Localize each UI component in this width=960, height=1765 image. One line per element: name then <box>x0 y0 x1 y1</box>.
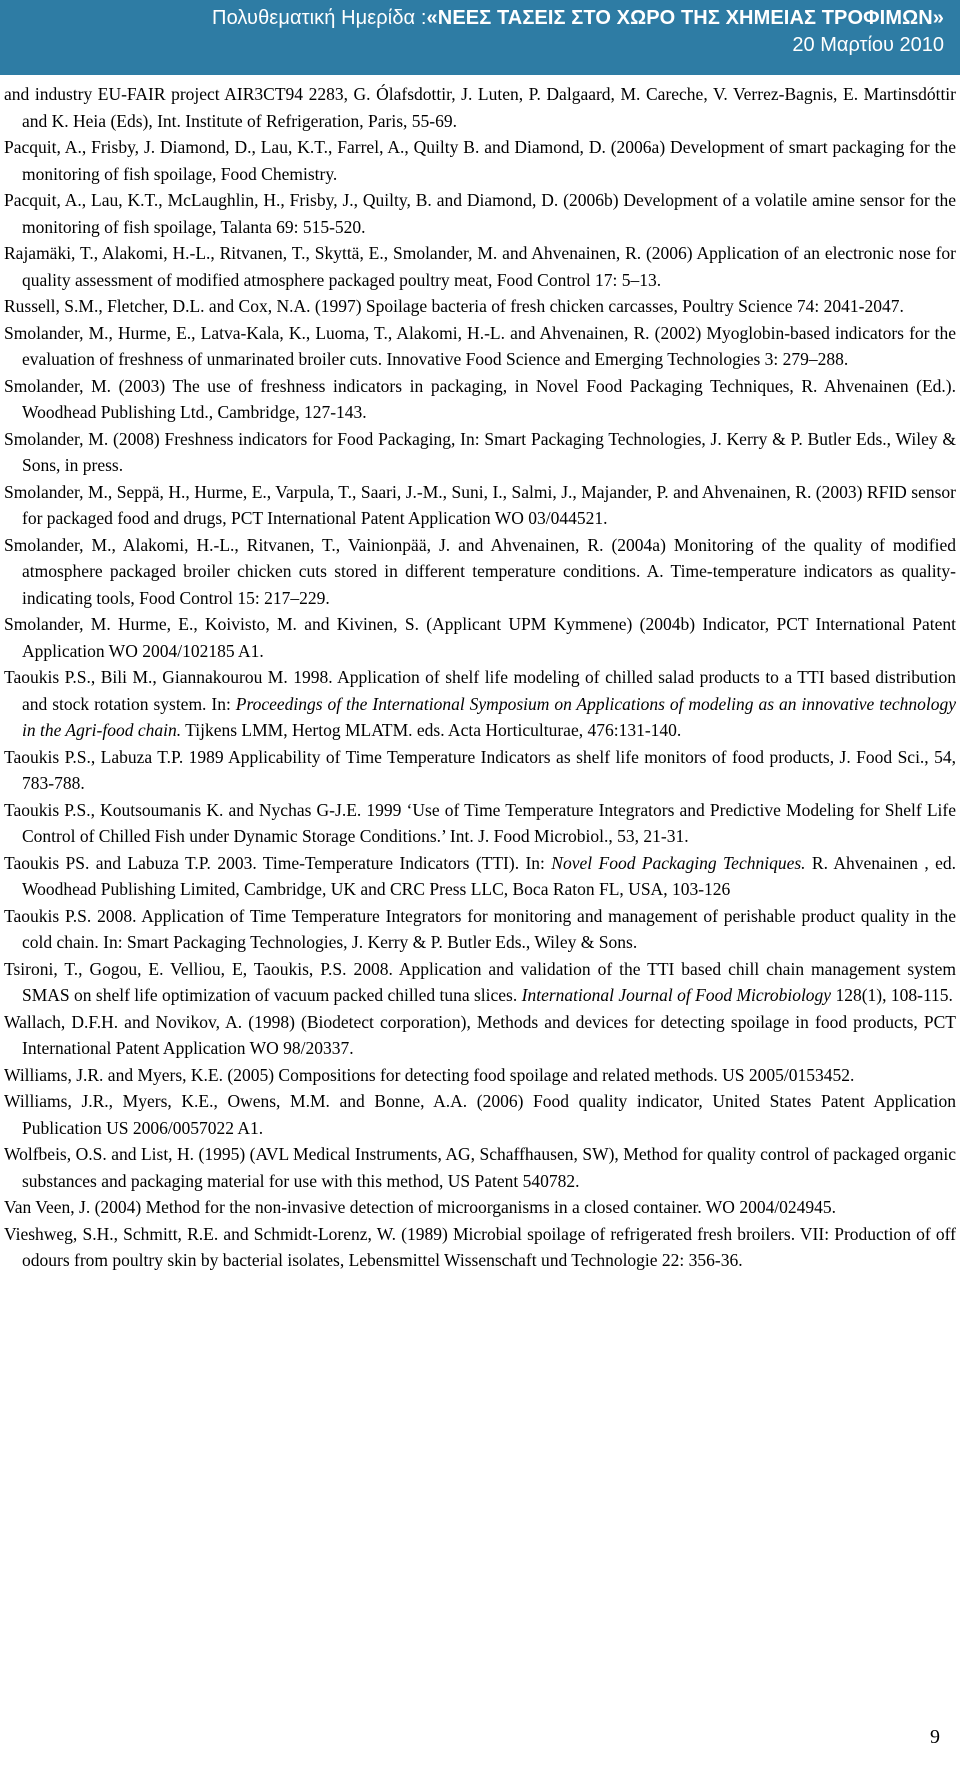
reference-entry: Smolander, M., Seppä, H., Hurme, E., Varpula, T., Saari, J.-M., Suni, I., Salmi, J., Majander, P. and Ahvenainen, R. (2003) RFID sensor for packaged food and drugs, PCT International Patent Application WO 03/044521. <box>4 481 956 528</box>
reference-text: 128(1), 108-115. <box>831 985 953 1005</box>
reference-italic-title: International Journal of Food Microbiology <box>521 985 832 1005</box>
page-number: 9 <box>930 1726 940 1748</box>
reference-entry: Smolander, M. (2008) Freshness indicators for Food Packaging, In: Smart Packaging Technologies, J. Kerry & P. Butler Eds., Wiley & Sons, in press. <box>4 428 956 475</box>
reference-entry: Russell, S.M., Fletcher, D.L. and Cox, N.A. (1997) Spoilage bacteria of fresh chicken carcasses, Poultry Science 74: 2041-2047. <box>4 296 904 316</box>
reference-entry: Williams, J.R., Myers, K.E., Owens, M.M. and Bonne, A.A. (2006) Food quality indicator, United States Patent Application Publication US 2006/0057022 A1. <box>4 1091 956 1138</box>
reference-text: R. Ahvenainen , ed. Woodhead Publishing Limited, Cambridge, UK and CRC Press LLC, Boca Raton FL, USA, 103-126 <box>22 852 957 899</box>
reference-text: Taoukis PS. and Labuza T.P. 2003. Time-Temperature Indicators (TTI). In: <box>4 852 552 873</box>
reference-entry: Taoukis P.S., Labuza T.P. 1989 Applicability of Time Temperature Indicators as shelf life monitors of food products, J. Food Sci., 54, 783-788. <box>4 746 956 793</box>
reference-entry <box>4 850 956 903</box>
reference-text: Taoukis P.S., Bili M., Giannakourou M. 1998. Application of shelf life modeling of chilled salad products to a TTI based distribution and stock rotation system. In: <box>4 667 956 714</box>
reference-italic-title: Novel Food Packaging Techniques. <box>551 852 806 873</box>
reference-entry <box>4 664 956 744</box>
conference-title <box>212 7 944 30</box>
reference-entry: Rajamäki, T., Alakomi, H.-L., Ritvanen, T., Skyttä, E., Smolander, M. and Ahvenainen, R. (2006) Application of an electronic nose for quality assessment of modified atmosphere packaged poultry meat, Food Control 17: 5–13. <box>4 243 956 290</box>
page-header <box>0 0 960 75</box>
reference-entry: Taoukis P.S., Koutsoumanis K. and Nychas G-J.E. 1999 ‘Use of Time Temperature Integrators and Predictive Modeling for Shelf Life Control of Chilled Fish under Dynamic Storage Conditions.’ Int. J. Food Microbiol., 53, 21-31. <box>4 799 956 846</box>
reference-entry: Van Veen, J. (2004) Method for the non-invasive detection of microorganisms in a closed container. WO 2004/024945. <box>4 1197 837 1217</box>
reference-entry: Smolander, M. (2003) The use of freshness indicators in packaging, in Novel Food Packaging Techniques, R. Ahvenainen (Ed.). Woodhead Publishing Ltd., Cambridge, 127-143. <box>4 375 956 422</box>
reference-text: Tsironi, T., Gogou, E. Velliou, E, Taoukis, P.S. 2008. Application and validation of the TTI based chill chain management system SMAS on shelf life optimization of vacuum packed chilled tuna slices. <box>4 958 956 1005</box>
conference-date: 20 Μαρτίου 2010 <box>792 34 944 56</box>
reference-entry: Smolander, M. Hurme, E., Koivisto, M. and Kivinen, S. (Applicant UPM Kymmene) (2004b) Indicator, PCT International Patent Application WO 2004/102185 A1. <box>4 614 956 661</box>
reference-entry: Wolfbeis, O.S. and List, H. (1995) (AVL Medical Instruments, AG, Schaffhausen, SW), Method for quality control of packaged organic substances and packaging material for use with this method, US Patent 540782. <box>4 1144 956 1191</box>
reference-entry: Smolander, M., Alakomi, H.-L., Ritvanen, T., Vainionpää, J. and Ahvenainen, R. (2004a) Monitoring of the quality of modified atmosphere packaged broiler chicken cuts stored in different temperature conditions. A. Time-temperature indicators as quality-indicating tools, Food Control 15: 217–229. <box>4 534 956 608</box>
reference-entry: Vieshweg, S.H., Schmitt, R.E. and Schmidt-Lorenz, W. (1989) Microbial spoilage of refrigerated fresh broilers. VII: Production of off odours from poultry skin by bacterial isolates, Lebensmittel Wissenschaft und Technologie 22: 356-36. <box>4 1223 956 1270</box>
reference-entry: and industry EU-FAIR project AIR3CT94 2283, G. Ólafsdottir, J. Luten, P. Dalgaard, M. Careche, V. Verrez-Bagnis, E. Martinsdóttir and K. Heia (Eds), Int. Institute of Refrigeration, Paris, 55-69. <box>4 84 956 131</box>
reference-entry <box>4 956 956 1009</box>
reference-list <box>4 81 956 1274</box>
reference-entry: Pacquit, A., Frisby, J. Diamond, D., Lau, K.T., Farrel, A., Quilty B. and Diamond, D. (2006a) Development of smart packaging for the monitoring of fish spoilage, Food Chemistry. <box>4 137 956 184</box>
reference-entry: Williams, J.R. and Myers, K.E. (2005) Compositions for detecting food spoilage and related methods. US 2005/0153452. <box>4 1064 855 1085</box>
reference-italic-title: Proceedings of the International Symposium on Applications of modeling as an innovative technology in the Agri-food chain. <box>22 693 956 740</box>
conference-title-prefix: Πολυθεματική Ημερίδα : <box>212 7 427 29</box>
reference-entry: Taoukis P.S. 2008. Application of Time Temperature Integrators for monitoring and management of perishable product quality in the cold chain. In: Smart Packaging Technologies, J. Kerry & P. Butler Eds., Wiley & Sons. <box>4 905 956 952</box>
conference-title-emphasis: «ΝΕΕΣ ΤΑΣΕΙΣ ΣΤΟ ΧΩΡΟ ΤΗΣ ΧΗΜΕΙΑΣ ΤΡΟΦΙΜΩΝ» <box>426 7 944 29</box>
reference-entry: Smolander, M., Hurme, E., Latva-Kala, K., Luoma, T., Alakomi, H.-L. and Ahvenainen, R. (2002) Myoglobin-based indicators for the evaluation of freshness of unmarinated broiler cuts. Innovative Food Science and Emerging Technologies 3: 279–288. <box>4 322 956 369</box>
reference-entry: Pacquit, A., Lau, K.T., McLaughlin, H., Frisby, J., Quilty, B. and Diamond, D. (2006b) Development of a volatile amine sensor for the monitoring of fish spoilage, Talanta 69: 515-520. <box>4 190 956 237</box>
reference-text: Tijkens LMM, Hertog MLATM. eds. Acta Horticulturae, 476:131-140. <box>181 720 682 740</box>
reference-entry: Wallach, D.F.H. and Novikov, A. (1998) (Biodetect corporation), Methods and devices for detecting spoilage in food products, PCT International Patent Application WO 98/20337. <box>4 1011 956 1058</box>
